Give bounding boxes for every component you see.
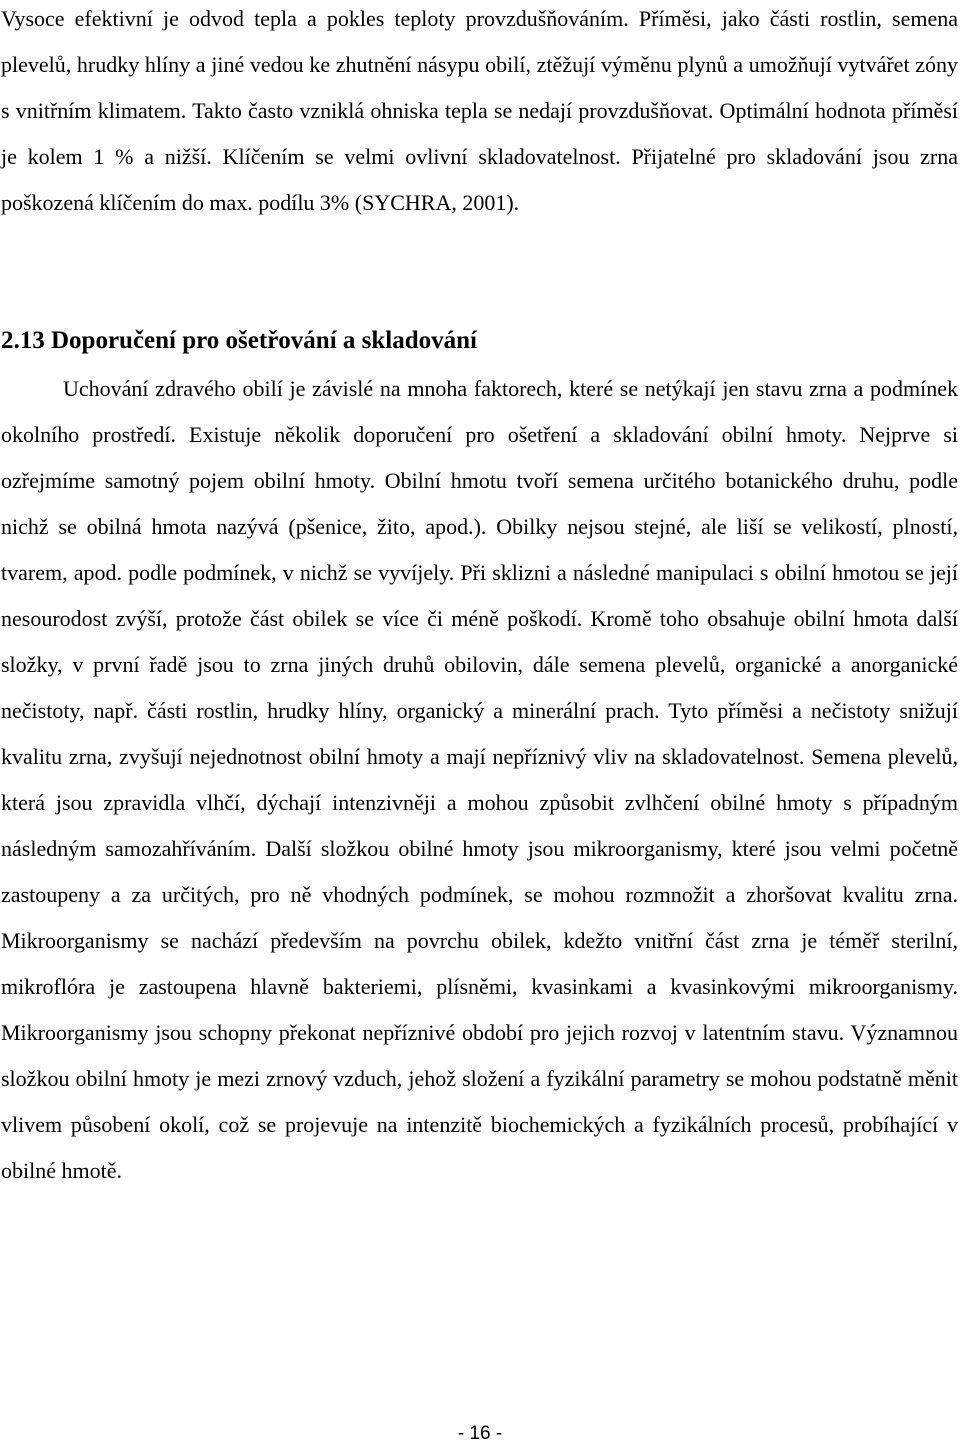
page-number: - 16 -	[457, 1423, 503, 1444]
body-paragraph: Vysoce efektivní je odvod tepla a pokles teploty provzdušňováním. Příměsi, jako části rostlin, semena plevelů, hrudky hlíny a jiné vedou ke zhutnění násypu obilí, ztěžují výměnu plynů a umožňují vytvářet zóny s vnitřním klimatem. Takto často vzniklá ohniska tepla se nedají provzdušňovat. Optimální hodnota příměsí je kolem 1 % a nižší. Klíčením se velmi ovlivní skladovatelnost. Přijatelné pro skladování jsou zrna poškozená klíčením do max. podílu 3% (SYCHRA, 2001).	[1, 6, 958, 215]
section-heading: 2.13 Doporučení pro ošetřování a skladování	[1, 327, 477, 354]
body-paragraph: Uchování zdravého obilí je závislé na mnoha faktorech, které se netýkají jen stavu zrna a podmínek okolního prostředí. Existuje několik doporučení pro ošetření a skladování obilní hmoty. Nejprve si ozřejmíme samotný pojem obilní hmoty. Obilní hmotu tvoří semena určitého botanického druhu, podle nichž se obilná hmota nazývá (pšenice, žito, apod.). Obilky nejsou stejné, ale liší se velikostí, plností, tvarem, apod. podle podmínek, v nichž se vyvíjely. Při sklizni a následné manipulaci s obilní hmotou se její nesourodost zvýší, protože část obilek se více či méně poškodí. Kromě toho obsahuje obilní hmota další složky, v první řadě jsou to zrna jiných druhů obilovin, dále semena plevelů, organické a anorganické nečistoty, např. části rostlin, hrudky hlíny, organický a minerální prach. Tyto příměsi a nečistoty snižují kvalitu zrna, zvyšují nejednotnost obilní hmoty a mají nepříznivý vliv na skladovatelnost. Semena plevelů, která jsou zpravidla vlhčí, dýchají intenzivněji a mohou způsobit zvlhčení obilné hmoty s případným následným samozahříváním. Další složkou obilné hmoty jsou mikroorganismy, které jsou velmi početně zastoupeny a za určitých, pro ně vhodných podmínek, se mohou rozmnožit a zhoršovat kvalitu zrna. Mikroorganismy se nachází především na povrchu obilek, kdežto vnitřní část zrna je téměř sterilní, mikroflóra je zastoupena hlavně bakteriemi, plísněmi, kvasinkami a kvasinkovými mikroorganismy. Mikroorganismy jsou schopny překonat nepříznivé období pro jejich rozvoj v latentním stavu. Významnou složkou obilní hmoty je mezi zrnový vzduch, jehož složení a fyzikální parametry se mohou podstatně měnit vlivem působení okolí, což se projevuje na intenzitě biochemických a fyzikálních procesů, probíhající v obilné hmotě.	[1, 376, 958, 1183]
